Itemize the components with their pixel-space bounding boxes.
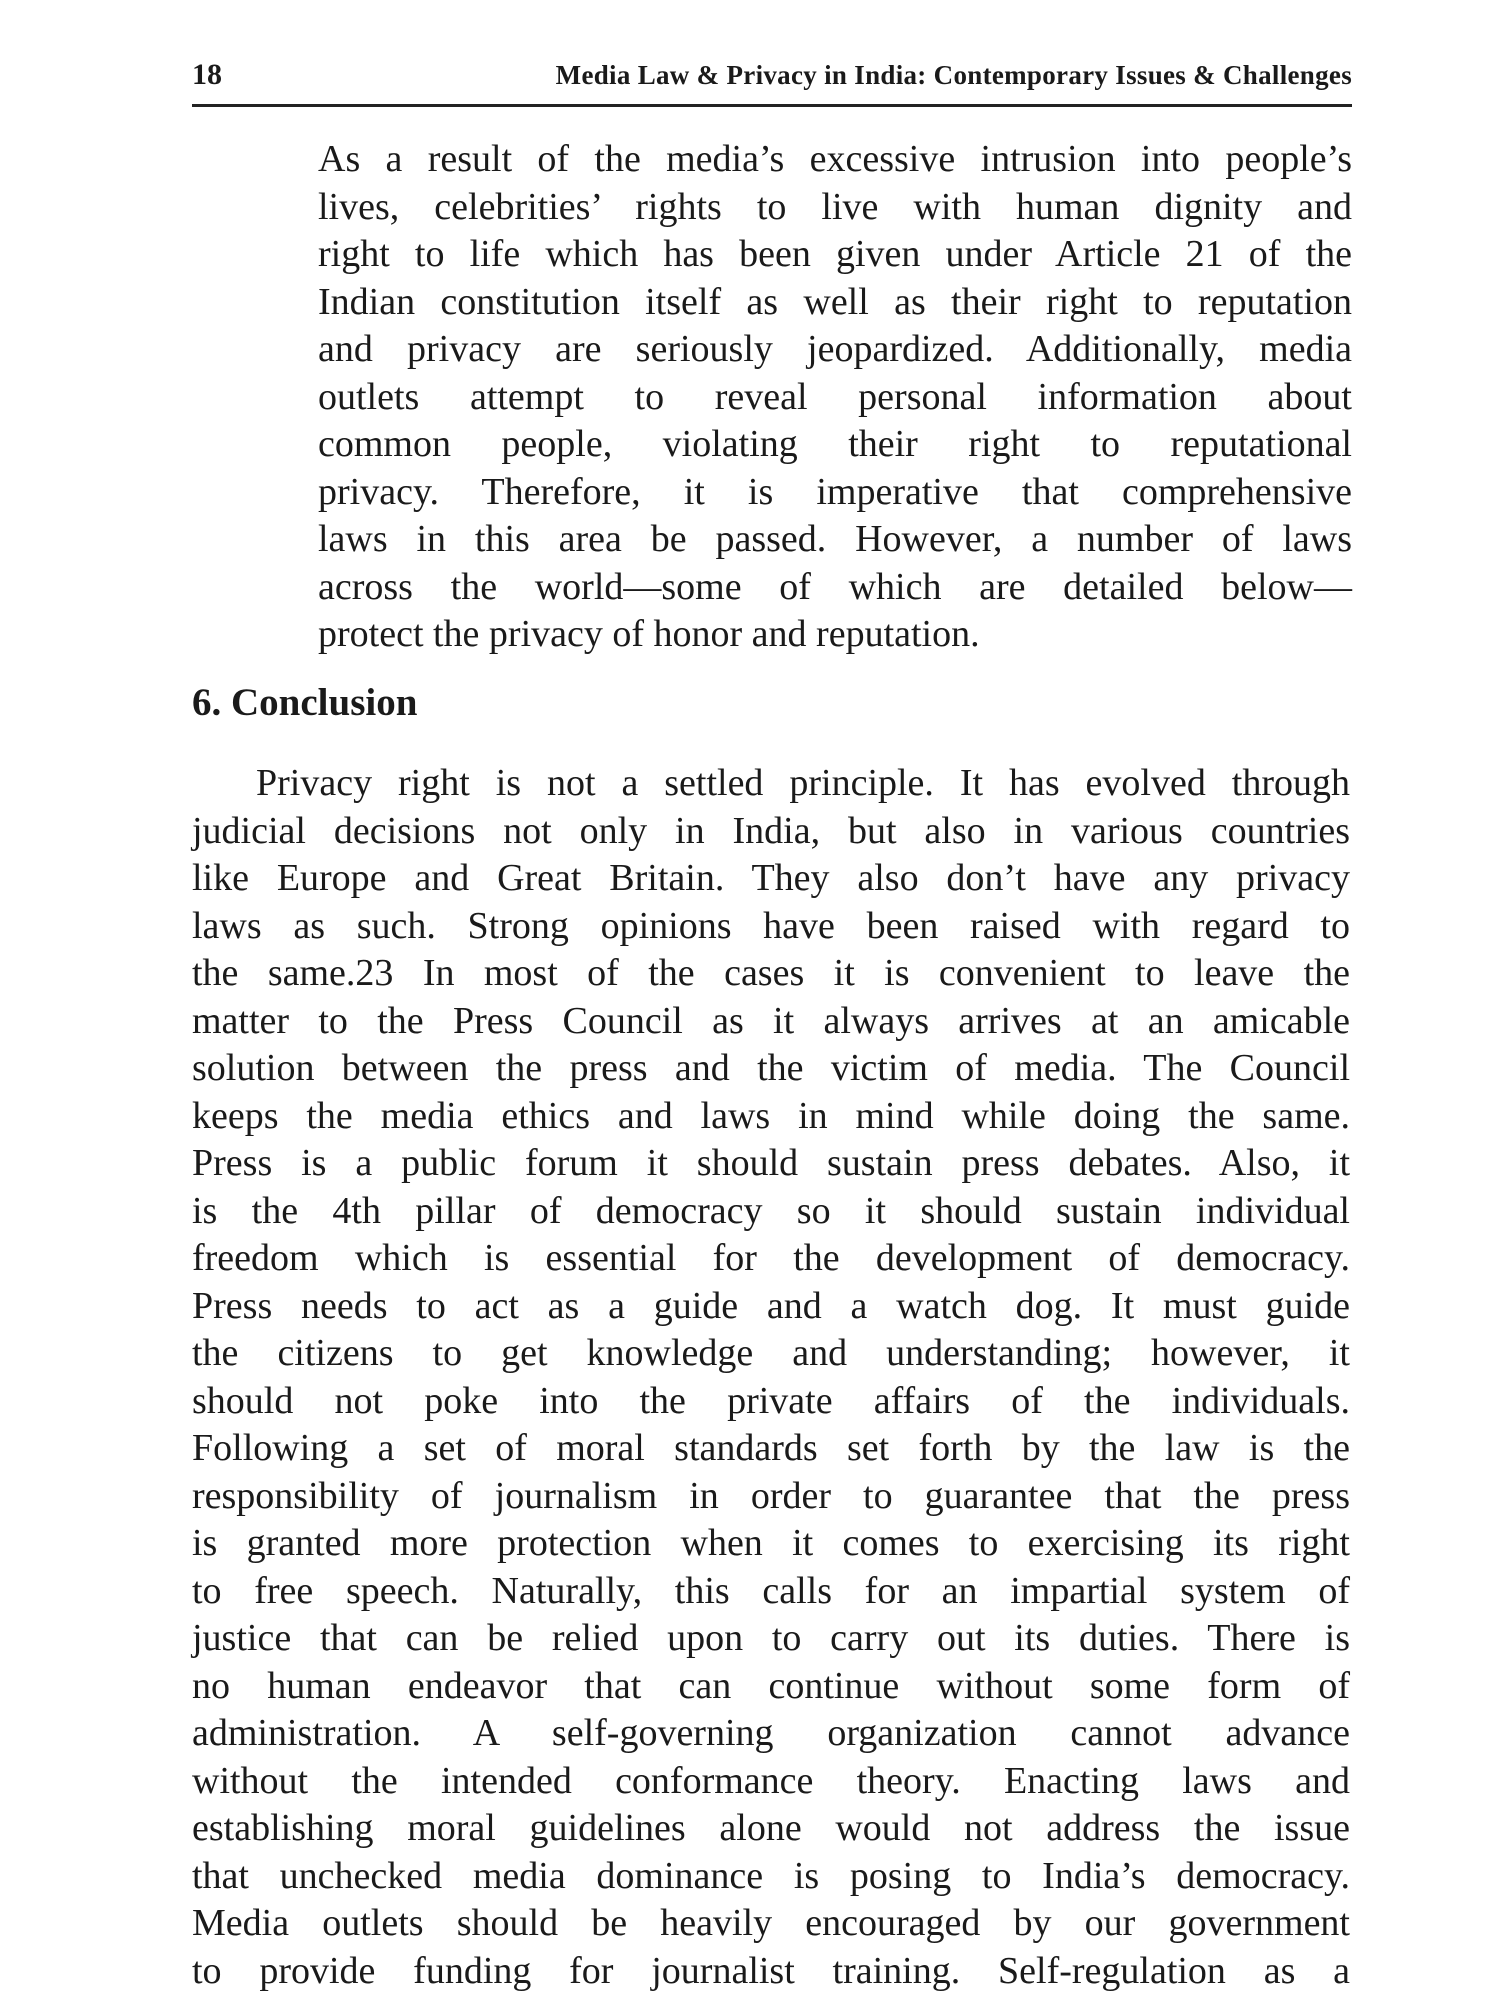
- text-line: responsibility of journalism in order to guarantee that the press: [192, 1474, 1350, 1517]
- text-line: and privacy are seriously jeopardized. Additionally, media: [318, 328, 1352, 370]
- text-line: to provide funding for journalist training. Self-regulation as a: [192, 1949, 1350, 1992]
- text-line: laws as such. Strong opinions have been raised with regard to: [192, 904, 1350, 947]
- text-line: lives, celebrities’ rights to live with human dignity and: [318, 185, 1352, 228]
- text-line: keeps the media ethics and laws in mind while doing the same.: [192, 1094, 1350, 1137]
- text-line: like Europe and Great Britain. They also don’t have any privacy: [192, 857, 1350, 899]
- text-line: across the world—some of which are detailed below—: [318, 565, 1352, 608]
- block-quote: [318, 136, 1352, 659]
- text-line: no human endeavor that can continue without some form of: [192, 1664, 1350, 1707]
- text-line: Following a set of moral standards set forth by the law is the: [192, 1427, 1350, 1469]
- text-line: without the intended conformance theory. Enacting laws and: [192, 1759, 1350, 1802]
- text-line: privacy. Therefore, it is imperative that comprehensive: [318, 470, 1352, 513]
- text-line: protect the privacy of honor and reputation.: [318, 613, 980, 655]
- text-line: that unchecked media dominance is posing to India’s democracy.: [192, 1854, 1350, 1897]
- text-line: should not poke into the private affairs of the individuals.: [192, 1379, 1350, 1422]
- text-line: Indian constitution itself as well as their right to reputation: [318, 280, 1352, 323]
- text-line: the same.23 In most of the cases it is convenient to leave the: [192, 952, 1350, 994]
- text-line: judicial decisions not only in India, but also in various countries: [192, 809, 1350, 852]
- running-title: Media Law & Privacy in India: Contemporary Issues & Challenges: [555, 60, 1352, 90]
- text-line: establishing moral guidelines alone would not address the issue: [192, 1807, 1350, 1849]
- text-line: the citizens to get knowledge and understanding; however, it: [192, 1332, 1350, 1374]
- text-line: is the 4th pillar of democracy so it should sustain individual: [192, 1189, 1350, 1232]
- section-heading: 6. Conclusion: [192, 681, 418, 724]
- text-line: common people, violating their right to reputational: [318, 423, 1352, 465]
- text-line: solution between the press and the victim of media. The Council: [192, 1047, 1350, 1089]
- text-line: Privacy right is not a settled principle. It has evolved through: [256, 762, 1350, 804]
- text-line: As a result of the media’s excessive intrusion into people’s: [318, 138, 1352, 180]
- text-line: is granted more protection when it comes to exercising its right: [192, 1522, 1350, 1564]
- text-line: to free speech. Naturally, this calls for an impartial system of: [192, 1569, 1350, 1612]
- text-line: right to life which has been given under Article 21 of the: [318, 233, 1352, 275]
- header-rule: [192, 104, 1352, 107]
- conclusion-paragraph: [192, 760, 1350, 1995]
- text-line: outlets attempt to reveal personal information about: [318, 375, 1352, 418]
- text-line: Press needs to act as a guide and a watch dog. It must guide: [192, 1284, 1350, 1327]
- text-line: administration. A self-governing organization cannot advance: [192, 1712, 1350, 1754]
- text-line: Media outlets should be heavily encouraged by our government: [192, 1902, 1350, 1944]
- text-line: matter to the Press Council as it always arrives at an amicable: [192, 999, 1350, 1042]
- text-line: justice that can be relied upon to carry out its duties. There is: [192, 1617, 1350, 1659]
- running-header: [192, 58, 1352, 102]
- text-line: freedom which is essential for the development of democracy.: [192, 1237, 1350, 1279]
- text-line: laws in this area be passed. However, a number of laws: [318, 518, 1352, 560]
- page-number: 18: [192, 58, 222, 91]
- text-line: Press is a public forum it should sustain press debates. Also, it: [192, 1142, 1350, 1184]
